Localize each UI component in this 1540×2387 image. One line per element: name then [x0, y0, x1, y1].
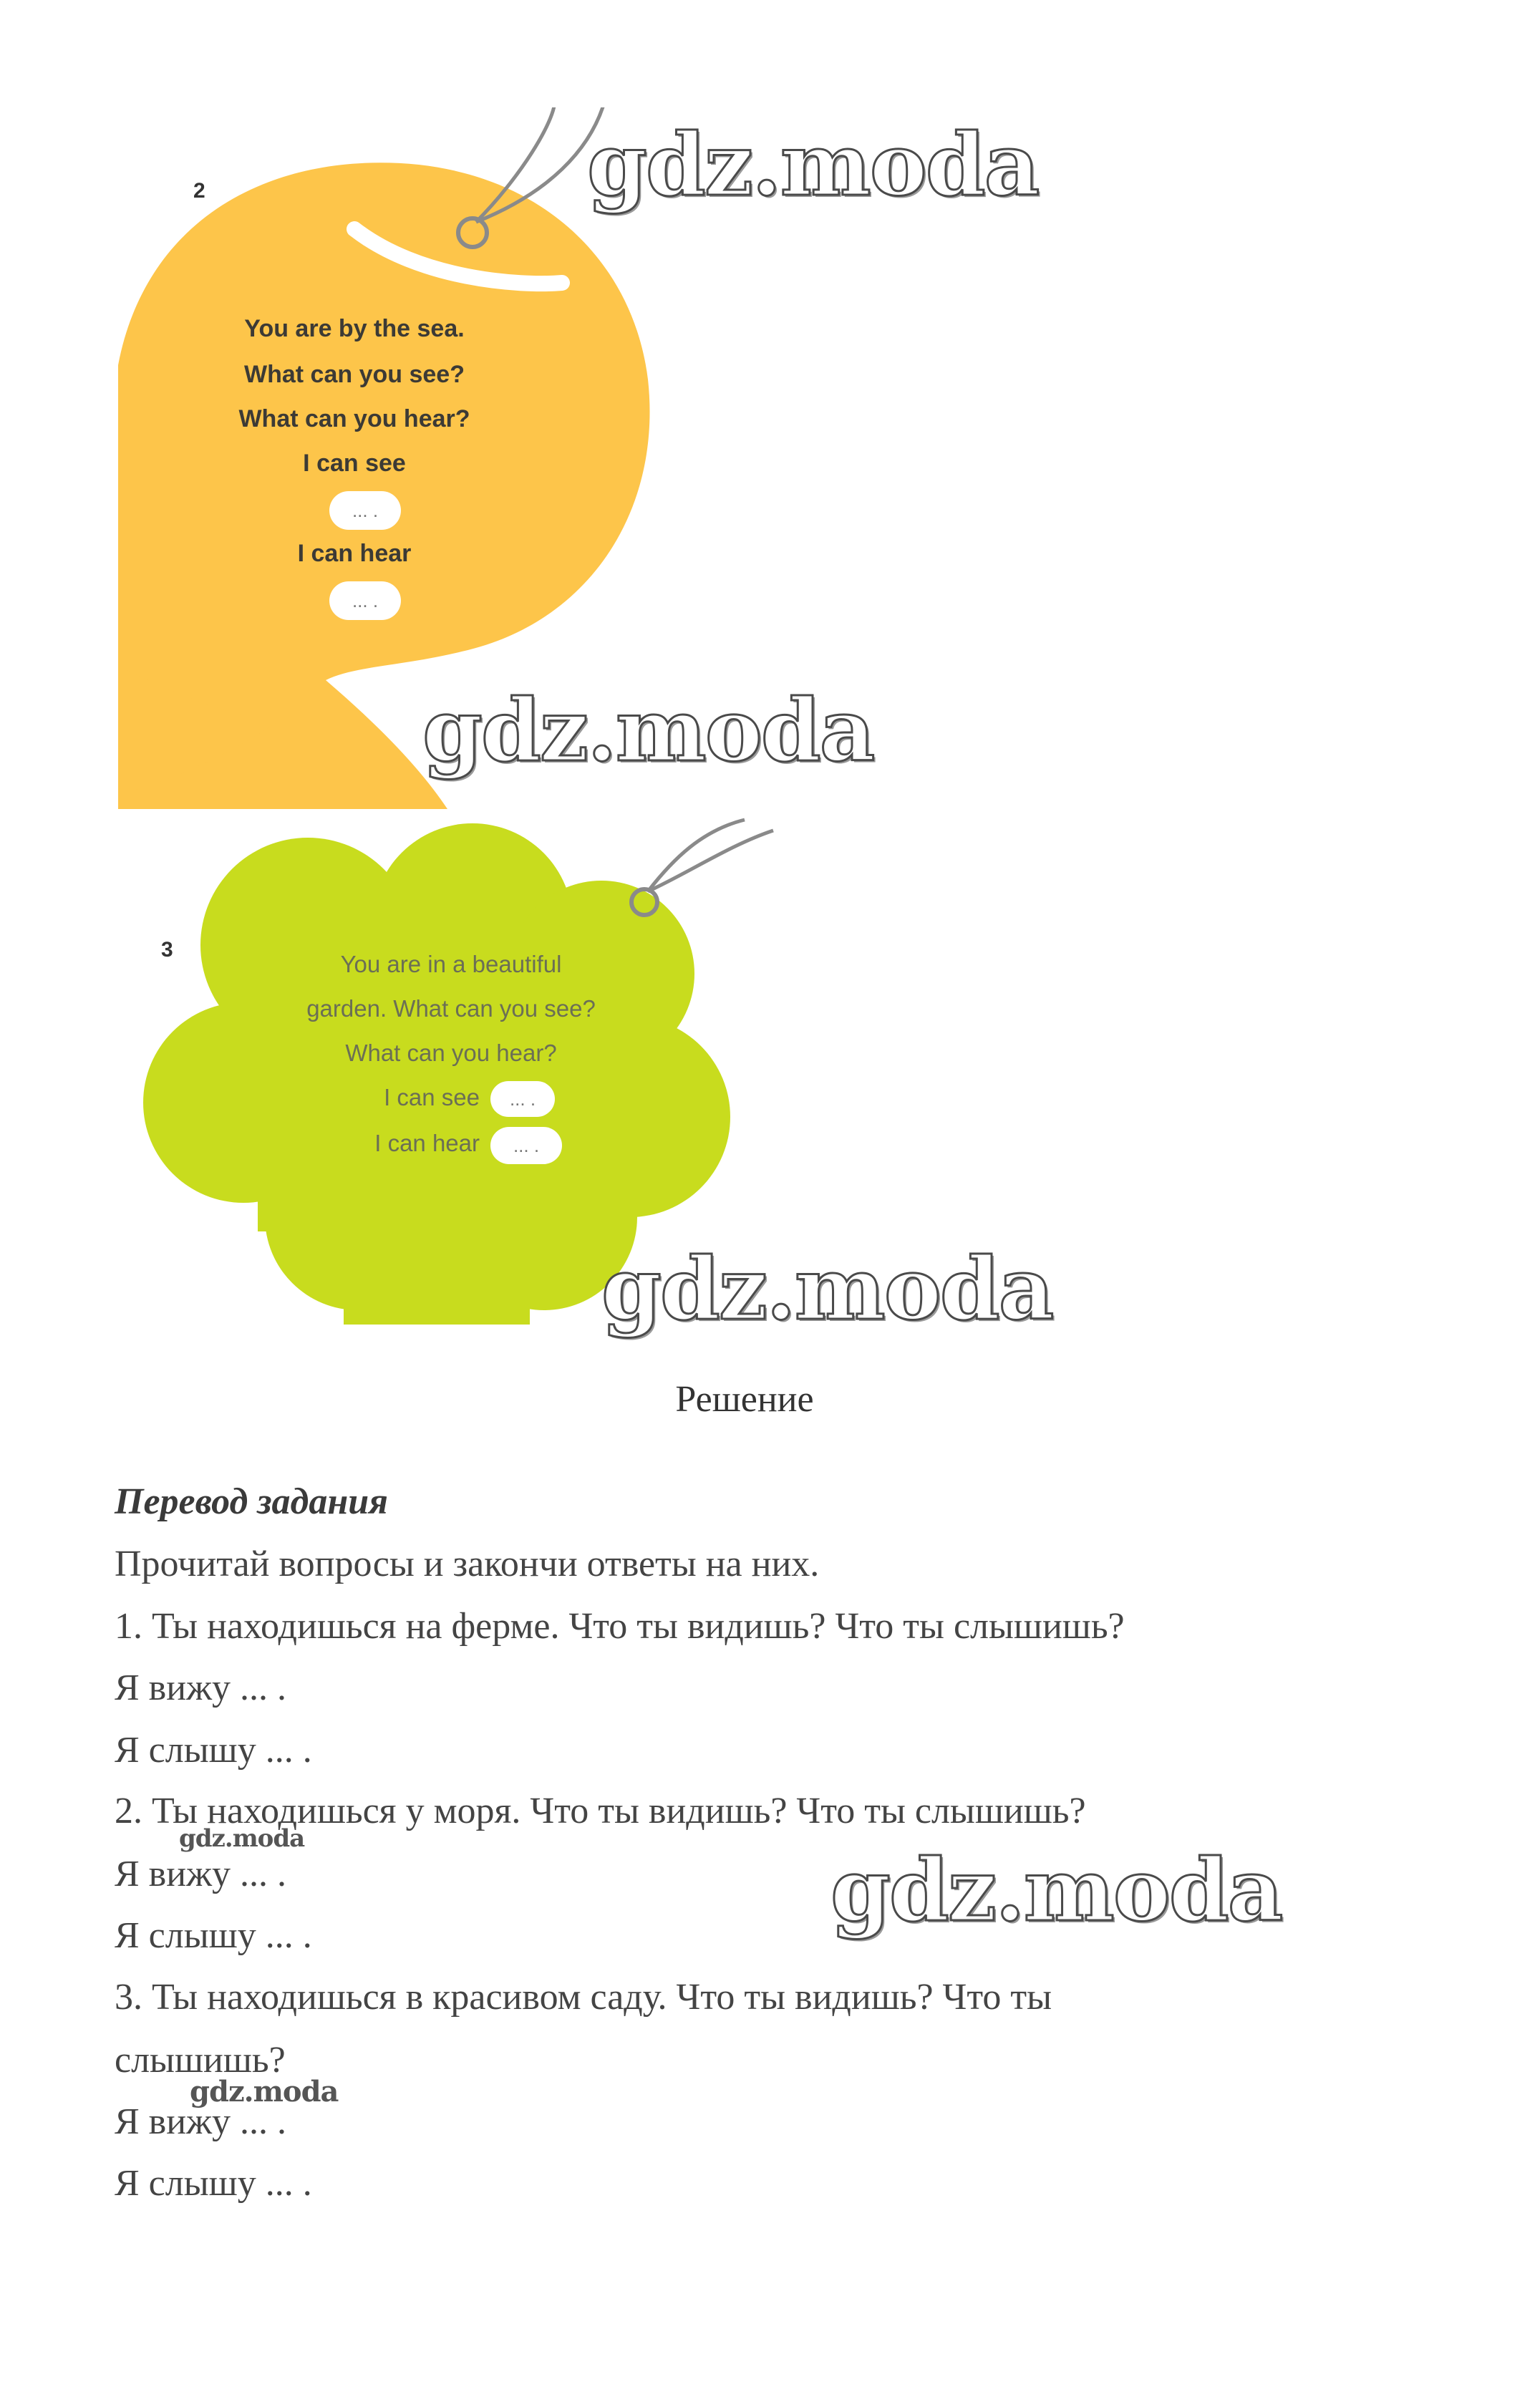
card-3-line-3: What can you hear? [345, 1040, 557, 1066]
solution-line-9: слышишь? [115, 2040, 286, 2081]
solution-line-10: Я вижу ... . [115, 2101, 286, 2142]
card-2-blank-see: ... . [329, 491, 401, 530]
card-2-line-3: What can you hear? [238, 405, 470, 432]
watermark-1: gdz.moda [587, 115, 1039, 216]
solution-heading: Решение [675, 1379, 814, 1420]
card-2-line-4: I can see [303, 450, 406, 477]
watermark-small-2: gdz.moda [190, 2075, 339, 2108]
card-2-blank-hear: ... . [329, 581, 401, 620]
card-2-line-5: I can hear [297, 540, 412, 567]
card-3-blank-see: ... . [490, 1081, 555, 1117]
solution-line-6: Я вижу ... . [115, 1854, 286, 1894]
card-3-number: 3 [161, 938, 173, 962]
solution-line-8: 3. Ты находишься в красивом саду. Что ты видишь? Что ты [115, 1977, 1052, 2018]
watermark-4: gdz.moda [830, 1840, 1282, 1941]
watermark-small-1: gdz.moda [179, 1824, 305, 1853]
card-3-line-1: You are in a beautiful [340, 951, 562, 977]
watermark-3: gdz.moda [601, 1239, 1053, 1340]
solution-line-2: 1. Ты находишься на ферме. Что ты видишь? Что ты слышишь? [115, 1606, 1125, 1647]
card-2-number: 2 [193, 179, 205, 203]
watermark-2: gdz.moda [422, 680, 874, 781]
card-2-line-2: What can you see? [244, 361, 465, 388]
solution-line-11: Я слышу ... . [115, 2163, 312, 2204]
translation-subheading: Перевод задания [115, 1481, 388, 1522]
card-2-line-1: You are by the sea. [244, 315, 465, 342]
solution-line-4: Я слышу ... . [115, 1730, 312, 1771]
solution-line-3: Я вижу ... . [115, 1667, 286, 1708]
solution-line-5: 2. Ты находишься у моря. Что ты видишь? Что ты слышишь? [115, 1791, 1086, 1831]
solution-line-1: Прочитай вопросы и закончи ответы на них. [115, 1544, 820, 1584]
card-3-line-5: I can hear [374, 1130, 480, 1156]
card-3-line-4: I can see [384, 1084, 480, 1110]
card-3-line-2: garden. What can you see? [306, 995, 596, 1022]
solution-line-7: Я слышу ... . [115, 1915, 312, 1956]
card-3-blank-hear: ... . [490, 1127, 562, 1164]
